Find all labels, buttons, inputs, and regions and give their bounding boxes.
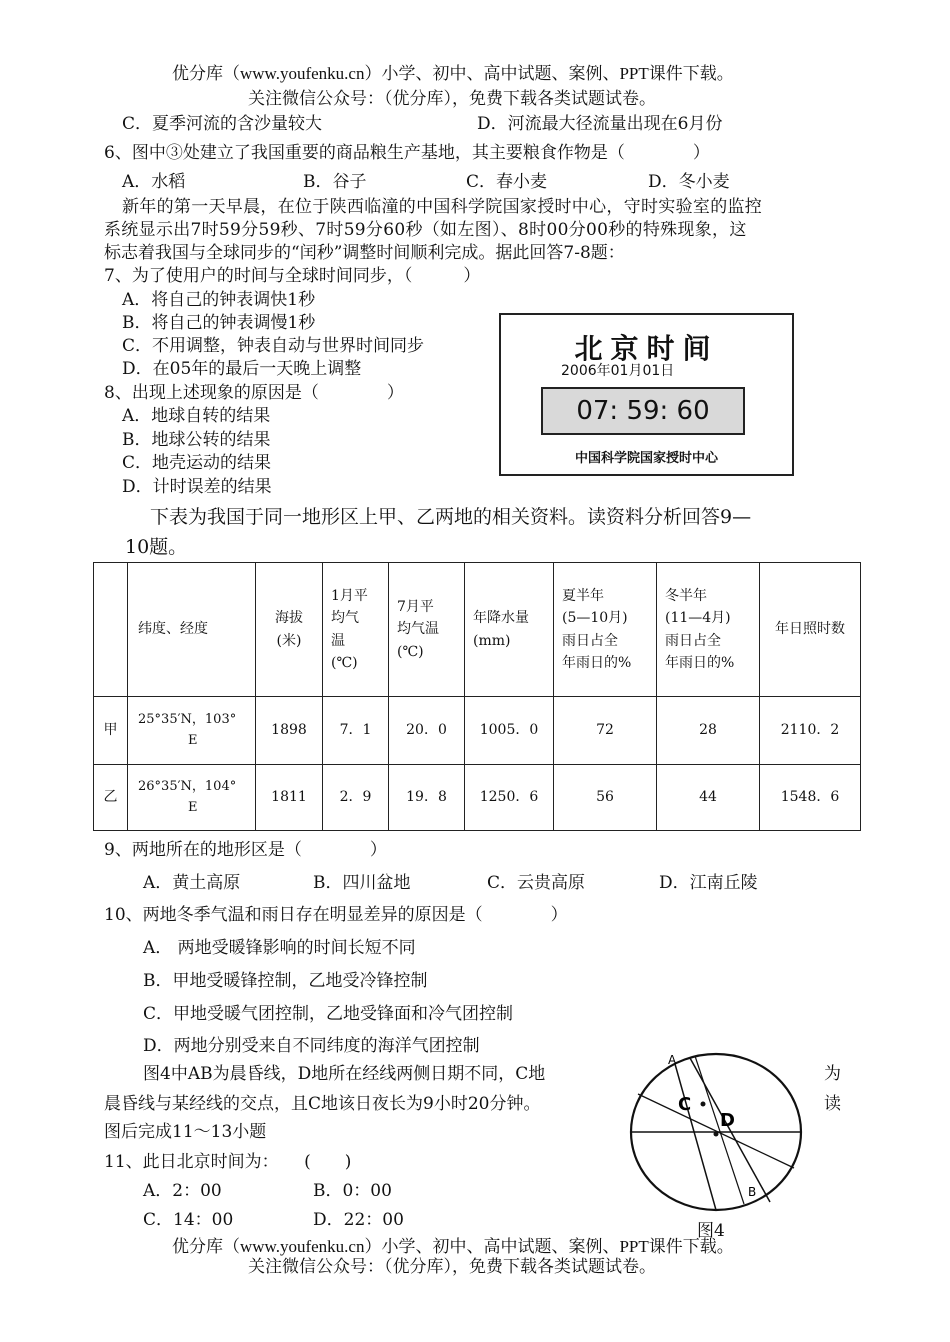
table-header-summer: 夏半年 (5—10月) 雨日占全 年雨日的% xyxy=(554,563,657,697)
q10-stem: 10、两地冬季气温和雨日存在明显差异的原因是（ ） xyxy=(104,905,568,925)
figure-4-caption: 图4 xyxy=(697,1221,725,1241)
terminator-ab xyxy=(675,1064,716,1210)
q10-option-d: D．两地分别受来自不同纬度的海洋气团控制 xyxy=(143,1036,480,1056)
row-name: 乙 xyxy=(94,765,128,831)
table-header-sun: 年日照时数 xyxy=(760,563,861,697)
q9-option-a: A．黄土高原 xyxy=(143,873,241,893)
q6-stem: 6、图中③处建立了我国重要的商品粮生产基地，其主要粮食作物是（ ） xyxy=(104,143,710,163)
point-d xyxy=(714,1132,719,1137)
q7-option-b: B．将自己的钟表调慢1秒 xyxy=(122,313,316,333)
table-header-winter: 冬半年 (11—4月) 雨日占全 年雨日的% xyxy=(657,563,760,697)
data-table xyxy=(93,562,861,831)
passage2-line-1: 下表为我国于同一地形区上甲、乙两地的相关资料。读资料分析回答9— xyxy=(150,506,752,528)
clock-date: 2006年01月01日 xyxy=(561,363,675,379)
table-header-rain: 年降水量 (mm) xyxy=(465,563,554,697)
label-d: D xyxy=(720,1110,735,1131)
q6-option-b: B．谷子 xyxy=(303,172,367,192)
row-summer: 56 xyxy=(554,765,657,831)
row-latlon: 26°35′N，104° E xyxy=(128,765,256,831)
footer-line-2: 关注微信公众号：（优分库），免费下载各类试题试卷。 xyxy=(248,1257,656,1276)
passage1-line-3: 标志着我国与全球同步的“闰秒”调整时间顺利完成。据此回答7-8题： xyxy=(104,243,625,263)
figure-4-diagram xyxy=(620,1052,820,1220)
q5-option-d: D．河流最大径流量出现在6月份 xyxy=(477,114,723,134)
label-b: B xyxy=(748,1185,757,1199)
q8-stem: 8、出现上述现象的原因是（ ） xyxy=(104,383,404,403)
clock-title: 北京时间 xyxy=(574,332,719,365)
row-sun: 2110．2 xyxy=(760,697,861,765)
row-rain: 1005．0 xyxy=(465,697,554,765)
q10-option-b: B．甲地受暖锋控制，乙地受冷锋控制 xyxy=(143,971,428,991)
row-alt: 1811 xyxy=(256,765,323,831)
q9-option-c: C．云贵高原 xyxy=(487,873,586,893)
passage3-line-3: 图后完成11～13小题 xyxy=(104,1122,267,1142)
table-header-alt: 海拔 (米) xyxy=(256,563,323,697)
point-c xyxy=(701,1102,706,1107)
passage3-line-1a: 图4中AB为晨昏线，D地所在经线两侧日期不同，C地 xyxy=(143,1064,546,1084)
label-a: A xyxy=(668,1053,677,1067)
q6-option-a: A．水稻 xyxy=(122,172,186,192)
q10-option-a: A． 两地受暖锋影响的时间长短不同 xyxy=(143,938,416,958)
row-winter: 44 xyxy=(657,765,760,831)
q8-option-a: A．地球自转的结果 xyxy=(122,406,271,426)
q7-option-c: C．不用调整，钟表自动与世界时间同步 xyxy=(122,336,425,356)
table-row xyxy=(94,697,861,765)
table-header-row xyxy=(94,563,861,697)
label-c: C xyxy=(678,1094,692,1115)
q8-option-b: B．地球公转的结果 xyxy=(122,430,271,450)
row-alt: 1898 xyxy=(256,697,323,765)
passage2-line-2: 10题。 xyxy=(125,536,188,558)
q8-option-c: C．地壳运动的结果 xyxy=(122,453,272,473)
header-line-2: 关注微信公众号：（优分库），免费下载各类试题试卷。 xyxy=(248,89,656,108)
q9-option-d: D．江南丘陵 xyxy=(659,873,758,893)
passage1-line-1: 新年的第一天早晨，在位于陕西临潼的中国科学院国家授时中心，守时实验室的监控 xyxy=(122,197,763,217)
table-header-latlon: 纬度、经度 xyxy=(128,563,256,697)
passage3-line-2a: 晨昏线与某经线的交点，且C地该日夜长为9小时20分钟。 xyxy=(104,1094,541,1114)
header-line-1: 优分库（www.youfenku.cn）小学、初中、高中试题、案例、PPT课件下载。 xyxy=(172,64,734,83)
footer-line-1: 优分库（www.youfenku.cn）小学、初中、高中试题、案例、PPT课件下载。 xyxy=(172,1237,734,1256)
q7-stem: 7、为了使用户的时间与全球时间同步，（ ） xyxy=(104,266,481,286)
table-header-corner xyxy=(94,563,128,697)
passage1-line-2: 系统显示出7时59分59秒、7时59分60秒（如左图）、8时00分00秒的特殊现象，这 xyxy=(104,220,747,240)
table-header-jan: 1月平 均气 温 (℃) xyxy=(323,563,389,697)
q6-option-c: C．春小麦 xyxy=(466,172,548,192)
row-jul: 20．0 xyxy=(389,697,465,765)
q8-option-d: D．计时误差的结果 xyxy=(122,477,272,497)
clock-time-display: 07: 59: 60 xyxy=(541,387,745,435)
q7-option-a: A．将自己的钟表调快1秒 xyxy=(122,290,316,310)
row-jan: 7．1 xyxy=(323,697,389,765)
row-sun: 1548．6 xyxy=(760,765,861,831)
q11-stem: 11、此日北京时间为： ( ) xyxy=(104,1152,352,1172)
clock-figure xyxy=(499,313,794,476)
q7-option-d: D．在05年的最后一天晚上调整 xyxy=(122,359,362,379)
q9-stem: 9、两地所在的地形区是（ ） xyxy=(104,840,387,860)
q9-option-b: B．四川盆地 xyxy=(313,873,411,893)
q11-option-b: B．0：00 xyxy=(313,1181,392,1201)
q5-option-c: C．夏季河流的含沙量较大 xyxy=(122,114,323,134)
passage3-line-1b: 为 xyxy=(824,1064,841,1084)
row-jul: 19．8 xyxy=(389,765,465,831)
row-latlon: 25°35′N，103° E xyxy=(128,697,256,765)
row-name: 甲 xyxy=(94,697,128,765)
row-winter: 28 xyxy=(657,697,760,765)
table-header-jul: 7月平 均气温 (℃) xyxy=(389,563,465,697)
row-jan: 2．9 xyxy=(323,765,389,831)
q11-option-d: D．22：00 xyxy=(313,1210,404,1230)
q10-option-c: C．甲地受暖气团控制，乙地受锋面和冷气团控制 xyxy=(143,1004,514,1024)
row-rain: 1250．6 xyxy=(465,765,554,831)
q11-option-a: A．2：00 xyxy=(143,1181,222,1201)
q11-option-c: C．14：00 xyxy=(143,1210,234,1230)
row-summer: 72 xyxy=(554,697,657,765)
table-row xyxy=(94,765,861,831)
q6-option-d: D．冬小麦 xyxy=(648,172,730,192)
clock-org: 中国科学院国家授时中心 xyxy=(574,451,718,466)
passage3-line-2b: 读 xyxy=(824,1094,841,1114)
